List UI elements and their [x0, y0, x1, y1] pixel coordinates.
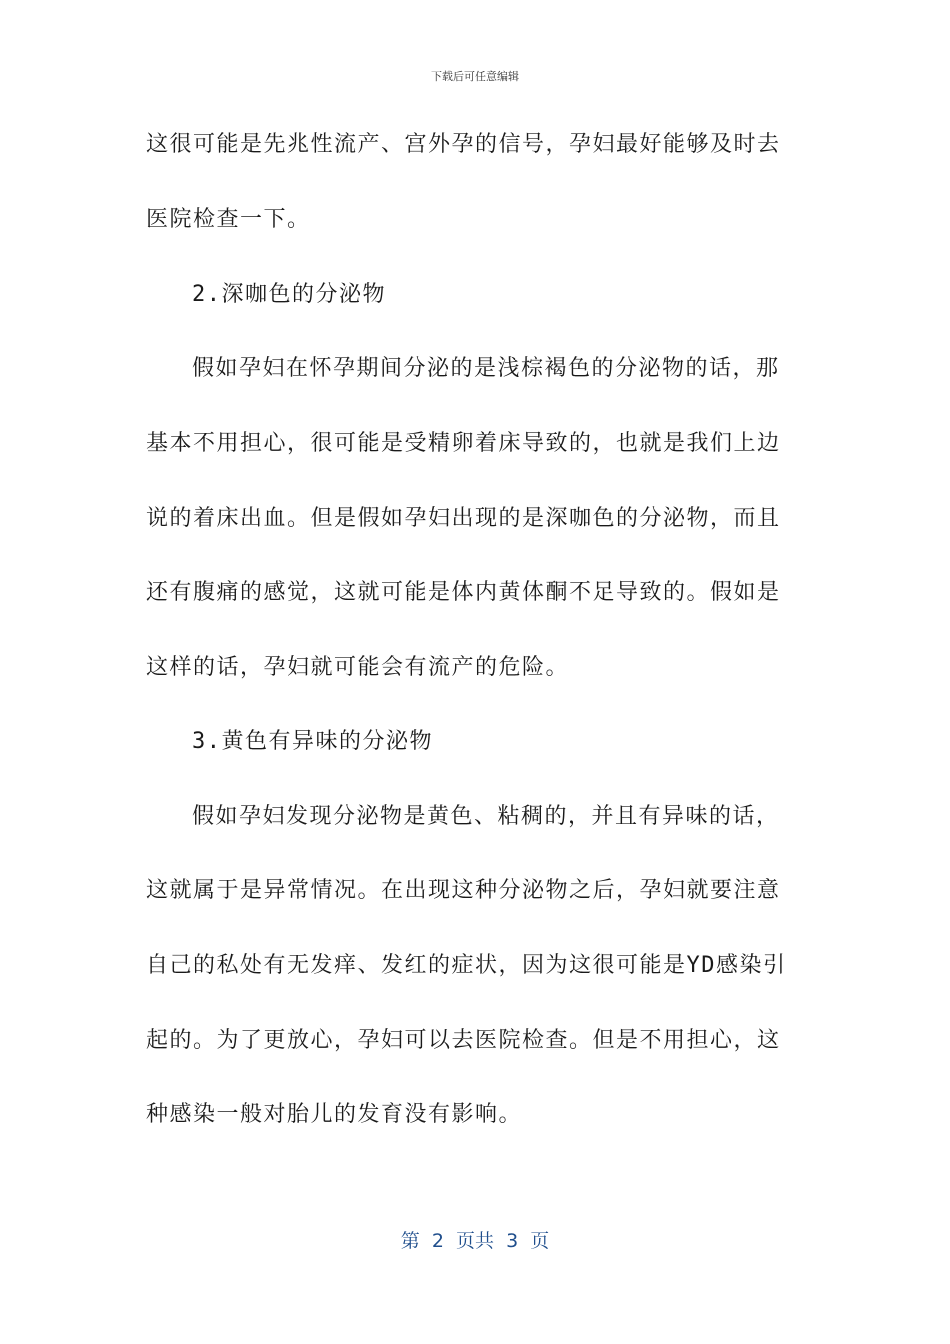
paragraph-line: 说的着床出血。但是假如孕妇出现的是深咖色的分泌物，而且 — [146, 506, 781, 531]
paragraph-line: 这样的话，孕妇就可能会有流产的危险。 — [146, 655, 570, 680]
paragraph-line: 医院检查一下。 — [146, 207, 311, 232]
section-heading: 2.深咖色的分泌物 — [192, 282, 386, 307]
header-note: 下载后可任意编辑 — [431, 70, 519, 83]
paragraph-line: 这就属于是异常情况。在出现这种分泌物之后，孕妇就要注意 — [146, 878, 781, 903]
paragraph-line: 种感染一般对胎儿的发育没有影响。 — [146, 1102, 523, 1127]
page-number-footer: 第 2 页共 3 页 — [400, 1230, 550, 1252]
paragraph-line: 假如孕妇发现分泌物是黄色、粘稠的，并且有异味的话， — [192, 804, 780, 829]
paragraph-line: 基本不用担心，很可能是受精卵着床导致的，也就是我们上边 — [146, 431, 781, 456]
paragraph-line: 还有腹痛的感觉，这就可能是体内黄体酮不足导致的。假如是 — [146, 580, 781, 605]
section-heading: 3.黄色有异味的分泌物 — [192, 729, 433, 754]
paragraph-line: 自己的私处有无发痒、发红的症状，因为这很可能是YD感染引 — [146, 953, 787, 978]
paragraph-line: 假如孕妇在怀孕期间分泌的是浅棕褐色的分泌物的话，那 — [192, 356, 780, 381]
paragraph-line: 这很可能是先兆性流产、宫外孕的信号，孕妇最好能够及时去 — [146, 132, 781, 157]
paragraph-line: 起的。为了更放心，孕妇可以去医院检查。但是不用担心，这 — [146, 1028, 781, 1053]
